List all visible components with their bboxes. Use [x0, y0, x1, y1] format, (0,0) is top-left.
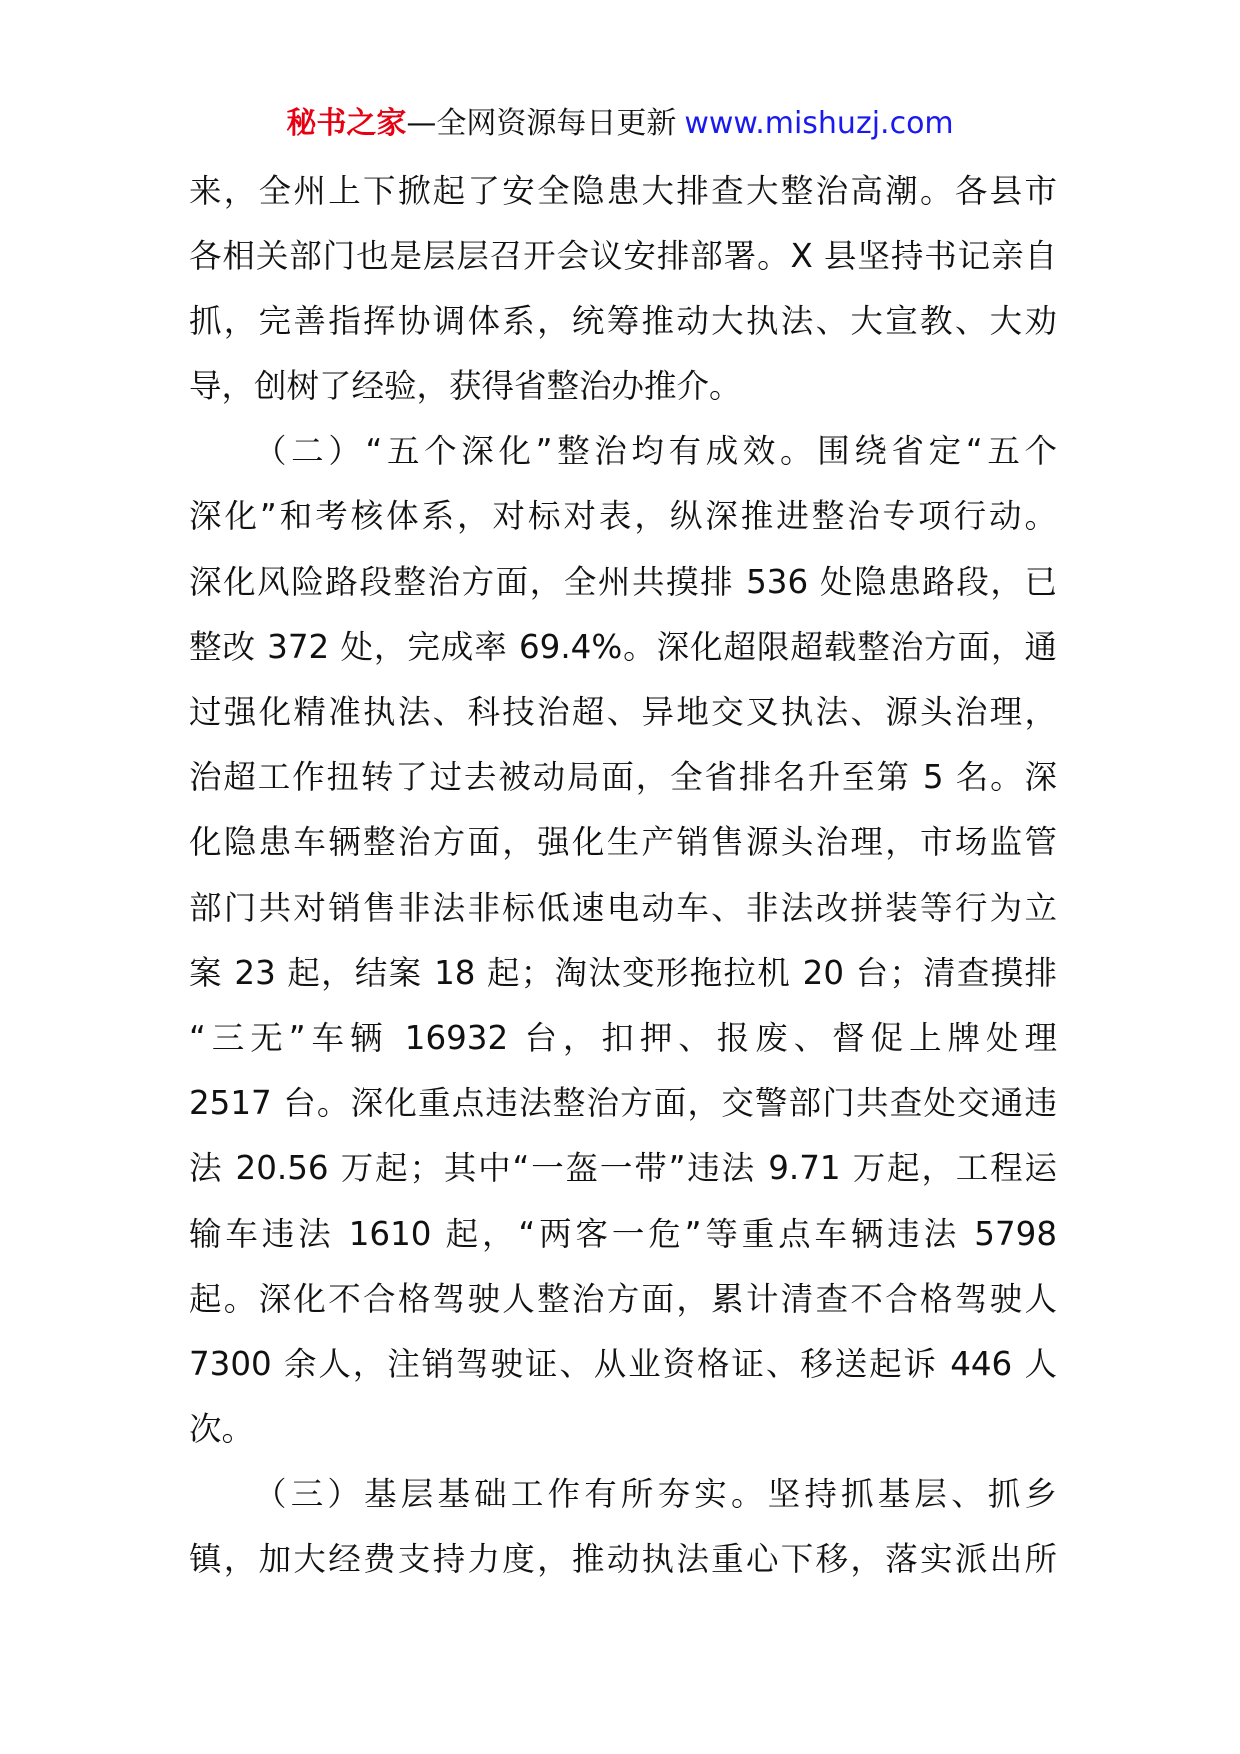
paragraph-line: 部门共对销售非法非标低速电动车、非法改拼装等行为立 — [189, 888, 1057, 927]
paragraph-line: 7300 余人，注销驾驶证、从业资格证、移送起诉 446 人 — [189, 1344, 1057, 1383]
paragraph-line: 2517 台。深化重点违法整治方面，交警部门共查处交通违 — [189, 1084, 1057, 1123]
header-tagline: —全网资源每日更新 — [406, 106, 677, 141]
paragraph-line: 过强化精准执法、科技治超、异地交叉执法、源头治理， — [189, 693, 1057, 731]
header-url: www.mishuzj.com — [684, 106, 954, 141]
paragraph-1 — [189, 159, 1057, 420]
paragraph-line: 导，创树了经验，获得省整治办推介。 — [189, 367, 742, 406]
paragraph-line: 案 23 起，结案 18 起；淘汰变形拖拉机 20 台；清查摸排 — [189, 953, 1057, 992]
paragraph-line: 深化”和考核体系，对标对表，纵深推进整治专项行动。 — [189, 497, 1057, 536]
paragraph-line: 法 20.56 万起；其中“一盔一带”违法 9.71 万起，工程运 — [189, 1149, 1057, 1188]
paragraph-line: 起。深化不合格驾驶人整治方面，累计清查不合格驾驶人 — [189, 1279, 1057, 1318]
paragraph-line: 各相关部门也是层层召开会议安排部署。X 县坚持书记亲自 — [189, 236, 1057, 275]
site-header — [0, 104, 1240, 144]
paragraph-line: “三无”车辆 16932 台，扣押、报废、督促上牌处理 — [189, 1018, 1057, 1057]
paragraph-2 — [189, 419, 1057, 1462]
document-body — [189, 159, 1057, 1593]
paragraph-line: 化隐患车辆整治方面，强化生产销售源头治理，市场监管 — [189, 823, 1057, 862]
brand-name: 秘书之家 — [286, 106, 407, 141]
paragraph-line: （二）“五个深化”整治均有成效。围绕省定“五个 — [254, 432, 1057, 471]
paragraph-line: 治超工作扭转了过去被动局面，全省排名升至第 5 名。深 — [189, 758, 1057, 797]
paragraph-line: 镇，加大经费支持力度，推动执法重心下移，落实派出所 — [189, 1540, 1057, 1579]
paragraph-3 — [189, 1462, 1057, 1592]
paragraph-line: 次。 — [189, 1410, 255, 1449]
paragraph-line: 抓，完善指挥协调体系，统筹推动大执法、大宣教、大劝 — [189, 301, 1057, 340]
paragraph-line: 输车违法 1610 起，“两客一危”等重点车辆违法 5798 — [189, 1214, 1057, 1253]
paragraph-line: 整改 372 处，完成率 69.4%。深化超限超载整治方面，通 — [189, 627, 1057, 666]
paragraph-line: 深化风险路段整治方面，全州共摸排 536 处隐患路段，已 — [189, 562, 1057, 601]
paragraph-line: （三）基层基础工作有所夯实。坚持抓基层、抓乡 — [254, 1475, 1057, 1514]
paragraph-line: 来，全州上下掀起了安全隐患大排查大整治高潮。各县市 — [189, 171, 1057, 210]
